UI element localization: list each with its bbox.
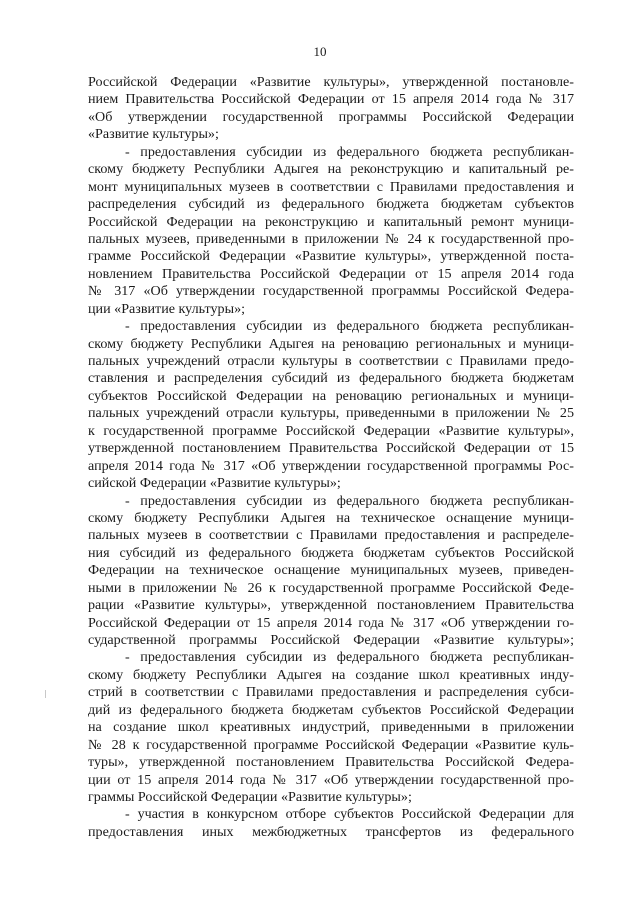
text-line: скому бюджету Республики Адыгея на техническое оснащение муници- [88,509,574,526]
text-line: Российской Федерации на реконструкцию и капитальный ремонт муници- [88,213,574,230]
text-line: нием Правительства Российской Федерации от 15 апреля 2014 года № 317 [88,91,574,108]
page-number: 10 [313,44,327,59]
paragraph-first-line: - предоставления субсидии из федерального бюджета республикан- [125,649,574,666]
text-line: к государственной программе Российской Федерации «Развитие культуры», [88,422,574,439]
text-line: скому бюджету Республики Адыгея на реновацию региональных и муници- [88,335,574,352]
text-line: апреля 2014 года № 317 «Об утверждении государственной программы Рос- [88,457,574,474]
text-line: ния субсидий из федерального бюджета бюджетам субъектов Российской [88,544,574,561]
text-line: скому бюджету Республики Адыгея на реконструкцию и капитальный ре- [88,161,574,178]
text-line: рации «Развитие культуры», утвержденной постановлением Правительства [88,597,574,614]
text-line: пальных музеев, приведенными в приложении № 24 к государственной про- [88,230,574,247]
paragraph-first-line: - участия в конкурсном отборе субъектов Российской Федерации для [125,806,574,823]
text-line: ставления и распределения субсидий из федерального бюджета бюджетам [88,370,574,387]
text-line: пальных музеев в соответствии с Правилами предоставления и распределе- [88,527,574,544]
text-line: монт муниципальных музеев в соответствии с Правилами предоставления и [88,178,574,195]
text-line: утвержденной постановлением Правительства Российской Федерации от 15 [88,440,574,457]
paragraph-first-line: - предоставления субсидии из федерального бюджета республикан- [125,318,574,335]
text-line: сийской Федерации «Развитие культуры»; [88,475,341,492]
text-line: новлением Правительства Российской Федерации от 15 апреля 2014 года [88,265,574,282]
text-line: предоставления иных межбюджетных трансфертов из федерального [88,823,574,840]
text-line: стрий в соответствии с Правилами предоставления и распределения субси- [88,684,574,701]
text-line: на создание школ креативных индустрий, приведенными в приложении [88,719,574,736]
text-line: № 317 «Об утверждении государственной программы Российской Федера- [88,283,574,300]
text-line: скому бюджету Республики Адыгея на создание школ креативных инду- [88,666,574,683]
text-line: «Об утверждении государственной программы Российской Федерации [88,108,574,125]
text-line: дий из федерального бюджета бюджетам субъектов Российской Федерации [88,701,574,718]
text-line: Российской Федерации от 15 апреля 2014 года № 317 «Об утверждении го- [88,614,574,631]
text-line: Российской Федерации «Развитие культуры», утвержденной постановле- [88,74,574,90]
text-line: ными в приложении № 26 к государственной программе Российской Феде- [88,579,574,596]
text-line: граммы Российской Федерации «Развитие культуры»; [88,788,412,805]
text-line: ции от 15 апреля 2014 года № 317 «Об утверждении государственной про- [88,771,574,788]
margin-mark [45,690,46,698]
text-line: № 28 к государственной программе Российской Федерации «Развитие куль- [88,736,574,753]
document-body [88,74,574,841]
text-line: пальных учреждений отрасли культуры в соответствии с Правилами предо- [88,353,574,369]
paragraph-first-line: - предоставления субсидии из федерального бюджета республикан- [125,492,574,509]
text-line: туры», утвержденной постановлением Правительства Российской Федера- [88,754,574,771]
text-line: субъектов Российской Федерации на реновацию региональных и муници- [88,387,574,404]
text-line: «Развитие культуры»; [88,126,219,143]
text-line: пальных учреждений отрасли культуры, приведенными в приложении № 25 [88,405,574,422]
text-line: грамме Российской Федерации «Развитие культуры», утвержденной поста- [88,248,574,265]
text-line: ции «Развитие культуры»; [88,300,246,317]
text-line: распределения субсидий из федерального бюджета бюджетам субъектов [88,196,574,213]
text-line: сударственной программы Российской Федерации «Развитие культуры»; [88,632,574,648]
text-line: Федерации на техническое оснащение муниципальных музеев, приведен- [88,562,574,579]
paragraph-first-line: - предоставления субсидии из федерального бюджета республикан- [125,143,574,160]
